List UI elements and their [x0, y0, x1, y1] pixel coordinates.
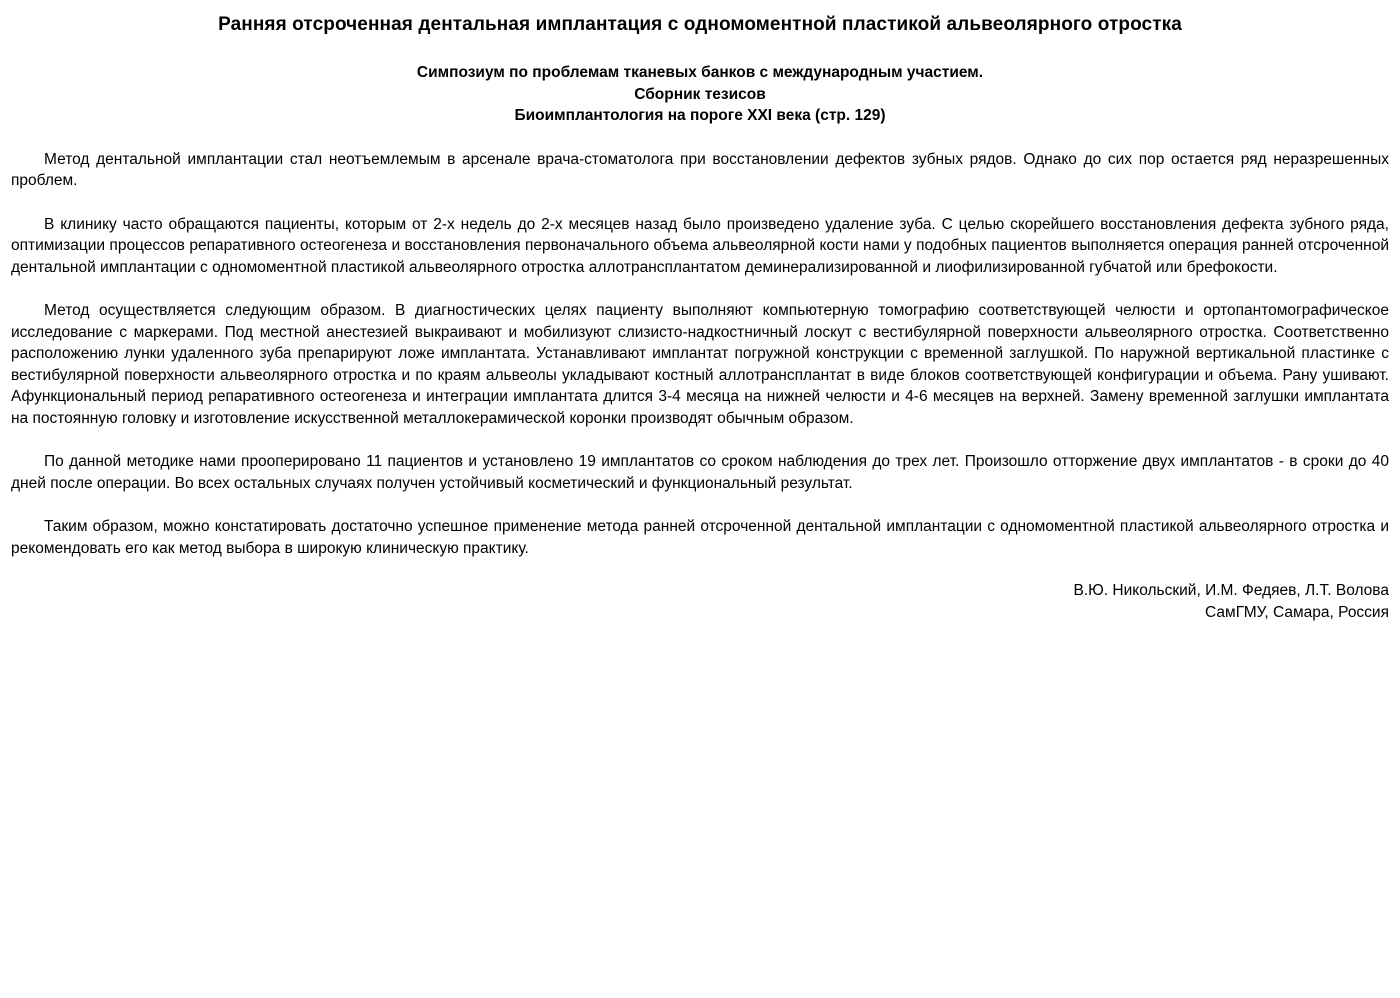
paragraph-conclusion: Таким образом, можно констатировать достаточно успешное применение метода ранней отсроченной дентальной имплантации с одномоментной пластикой альвеолярного отростка и рекомендовать его как метод выбора в широкую клиническую практику.: [11, 518, 1389, 557]
subtitle-bioimplantology-line: Биоимплантология на пороге XXI века (стр. 129): [514, 107, 886, 124]
authors-line: В.Ю. Никольский, И.М. Федяев, Л.Т. Волова: [1073, 582, 1389, 599]
abstract-body: [11, 149, 1389, 560]
affiliation-line: СамГМУ, Самара, Россия: [1205, 604, 1389, 621]
page-title: Ранняя отсроченная дентальная имплантация с одномоментной пластикой альвеолярного отростка: [218, 14, 1182, 35]
paragraph-intro: Метод дентальной имплантации стал неотъемлемым в арсенале врача-стоматолога при восстановлении дефектов зубных рядов. Однако до сих пор остается ряд неразрешенных проблем.: [11, 150, 1389, 189]
subtitle-collection-line: Сборник тезисов: [634, 85, 766, 103]
subtitle-symposium-line: Симпозиум по проблемам тканевых банков с международным участием.: [416, 64, 984, 81]
document-subtitle: [11, 62, 1389, 127]
paragraph-results: По данной методике нами прооперировано 11 пациентов и установлено 19 имплантатов со сроком наблюдения до трех лет. Произошло отторжение двух имплантатов - в сроки до 40 дней после операции. Во всех остальных случаях получен устойчивый косметический и функциональный результат.: [11, 453, 1389, 492]
authors-block: [11, 580, 1389, 624]
paragraph-method-description: Метод осуществляется следующим образом. В диагностических целях пациенту выполняют компьютерную томографию соответствующей челюсти и ортопантомографическое исследование с маркерами. Под местной анестезией выкраивают и мобилизуют слизисто-надкостничный лоскут с вестибулярной поверхности альвеолярного отростка. Соответственно расположению лунки удаленного зуба препарируют ложе имплантата. Устанавливают имплантат погружной конструкции с временной заглушкой. По наружной вертикальной пластинке с вестибулярной поверхности альвеолярного отростка и по краям альвеолы укладывают костный аллотрансплантат в виде блоков соответствующей конфигурации и объема. Рану ушивают. Афункциональный период репаративного остеогенеза и интеграции имплантата длится 3-4 месяца на нижней челюсти и 4-6 месяцев на верхней. Замену временной заглушки имплантата на постоянную головку и изготовление искусственной металлокерамической коронки производят обычным образом.: [11, 302, 1389, 427]
paragraph-clinic-rationale: В клинику часто обращаются пациенты, которым от 2-х недель до 2-х месяцев назад было произведено удаление зуба. С целью скорейшего восстановления дефекта зубного ряда, оптимизации процессов репаративного остеогенеза и восстановления первоначального объема альвеолярной кости нами у подобных пациентов выполняется операция ранней отсроченной дентальной имплантации с одномоментной пластикой альвеолярного отростка аллотрансплантатом деминерализированной и лиофилизированной губчатой или брефокости.: [11, 215, 1389, 276]
